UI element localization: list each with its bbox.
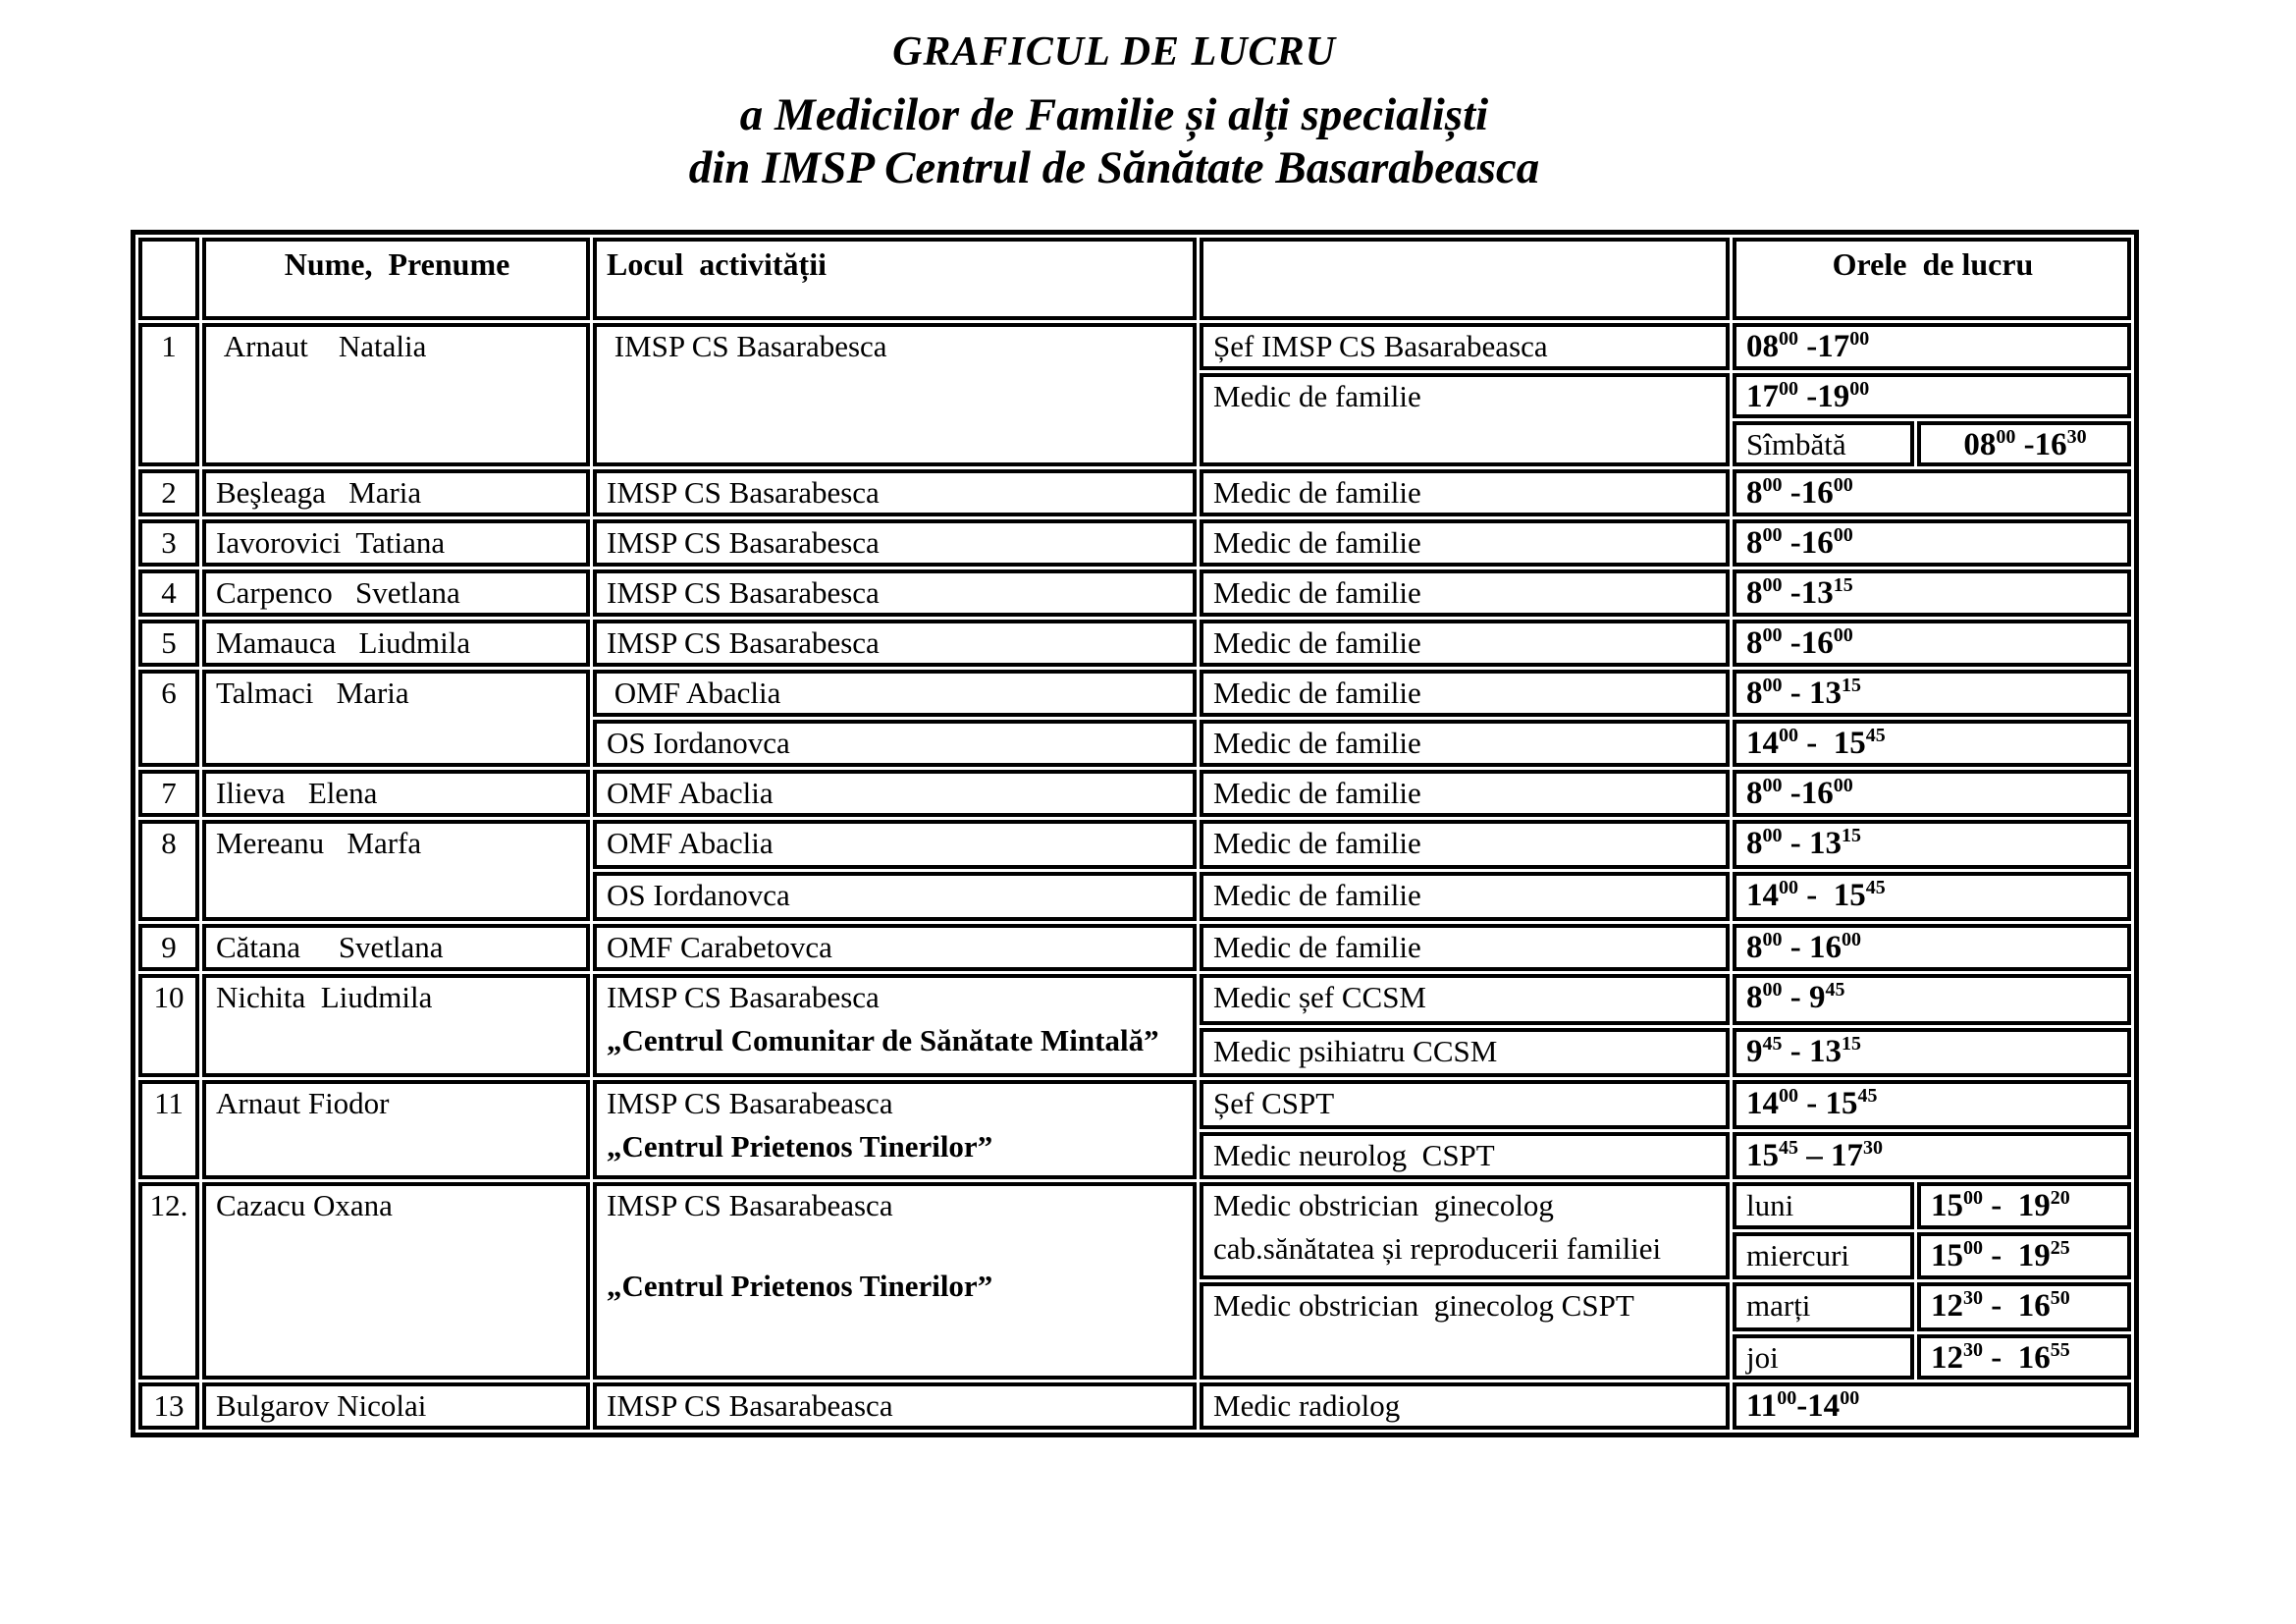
role-line-2: cab.sănătatea și reproducerii familiei xyxy=(1213,1231,1662,1266)
work-hours: $15^{00} - 19^{25}$ xyxy=(1917,1232,2131,1279)
doctor-name: Cătana Svetlana xyxy=(202,924,590,971)
table-row xyxy=(138,1182,2131,1229)
work-hours: $8^{00}$ $-16^{00}$ xyxy=(1733,620,2131,667)
row-number: 1 xyxy=(138,323,199,466)
doctor-role: Medic șef CCSM xyxy=(1200,974,1730,1025)
work-hours: $08^{00}$ $-17^{00}$ xyxy=(1733,323,2131,370)
table-row xyxy=(138,569,2131,617)
work-hours: $8^{00} - 9^{45}$ xyxy=(1733,974,2131,1025)
work-hours: $8^{00} - 13^{15}$ xyxy=(1733,820,2131,869)
row-number: 8 xyxy=(138,820,199,921)
work-location: OMF Carabetovca xyxy=(593,924,1197,971)
table-row xyxy=(138,770,2131,817)
location-line-2: „Centrul Prietenos Tinerilor” xyxy=(607,1129,993,1164)
work-location xyxy=(593,1080,1197,1179)
work-hours: $8^{00}$ $-16^{00}$ xyxy=(1733,519,2131,567)
work-location: OS Iordanovca xyxy=(593,872,1197,921)
work-hours: $12^{30} - 16^{50}$ xyxy=(1917,1282,2131,1331)
table-row xyxy=(138,820,2131,869)
page-subtitle-1: a Medicilor de Familie și alți specialiști xyxy=(739,89,1489,140)
doctor-role: Șef CSPT xyxy=(1200,1080,1730,1129)
location-line-2: „Centrul Prietenos Tinerilor” xyxy=(607,1269,993,1303)
doctor-role: Medic psihiatru CCSM xyxy=(1200,1028,1730,1077)
work-location: IMSP CS Basarabesca xyxy=(593,620,1197,667)
work-location: IMSP CS Basarabeasca xyxy=(593,1382,1197,1430)
day-label: luni xyxy=(1733,1182,1914,1229)
doctor-name: Arnaut Natalia xyxy=(202,323,590,466)
work-hours: $14^{00} - 15^{45}$ xyxy=(1733,872,2131,921)
doctor-name: Beşleaga Maria xyxy=(202,469,590,516)
work-location: OS Iordanovca xyxy=(593,720,1197,767)
table-row xyxy=(138,519,2131,567)
row-number: 12. xyxy=(138,1182,199,1380)
location-line-2: „Centrul Comunitar de Sănătate Mintală” xyxy=(607,1023,1159,1057)
doctor-role: Medic de familie xyxy=(1200,770,1730,817)
doctor-role: Medic neurolog CSPT xyxy=(1200,1132,1730,1179)
table-row xyxy=(138,469,2131,516)
doctor-name: Ilieva Elena xyxy=(202,770,590,817)
work-location xyxy=(593,1182,1197,1380)
work-location: IMSP CS Basarabesca xyxy=(593,323,1197,466)
doctor-name: Mamauca Liudmila xyxy=(202,620,590,667)
row-number: 7 xyxy=(138,770,199,817)
work-hours: $8^{00} - 16^{00}$ xyxy=(1733,924,2131,971)
row-number: 6 xyxy=(138,670,199,767)
doctor-role: Medic de familie xyxy=(1200,924,1730,971)
table-row xyxy=(138,974,2131,1025)
work-location: OMF Abaclia xyxy=(593,820,1197,869)
doctor-role: Medic de familie xyxy=(1200,720,1730,767)
table-row xyxy=(138,924,2131,971)
doctor-role: Medic de familie xyxy=(1200,569,1730,617)
row-number: 13 xyxy=(138,1382,199,1430)
doctor-name: Carpenco Svetlana xyxy=(202,569,590,617)
doctor-role: Medic obstrician ginecolog CSPT xyxy=(1200,1282,1730,1380)
doctor-name: Nichita Liudmila xyxy=(202,974,590,1077)
table-row xyxy=(138,670,2131,717)
header-hours: Orele de lucru xyxy=(1733,238,2131,320)
table-row xyxy=(138,1382,2131,1430)
doctor-name: Cazacu Oxana xyxy=(202,1182,590,1380)
day-label: miercuri xyxy=(1733,1232,1914,1279)
doctor-name: Iavorovici Tatiana xyxy=(202,519,590,567)
work-hours: $14^{00} - 15^{45}$ xyxy=(1733,1080,2131,1129)
page-title: GRAFICUL DE LUCRU xyxy=(892,29,1336,75)
work-hours: $15^{00} - 19^{20}$ xyxy=(1917,1182,2131,1229)
title-block xyxy=(0,0,2228,192)
work-hours: $14^{00} - 15^{45}$ xyxy=(1733,720,2131,767)
doctor-role: Medic de familie xyxy=(1200,620,1730,667)
header-name: Nume, Prenume xyxy=(202,238,590,320)
doctor-role: Medic de familie xyxy=(1200,519,1730,567)
location-line-1: IMSP CS Basarabeasca xyxy=(607,1086,893,1120)
work-location: IMSP CS Basarabesca xyxy=(593,569,1197,617)
day-label: Sîmbătă xyxy=(1733,421,1914,466)
work-hours: $11^{00}-14^{00}$ xyxy=(1733,1382,2131,1430)
work-location xyxy=(593,974,1197,1077)
work-hours: $8^{00}$ $-13^{15}$ xyxy=(1733,569,2131,617)
doctor-role: Medic de familie xyxy=(1200,373,1730,466)
work-location: OMF Abaclia xyxy=(593,770,1197,817)
header-location: Locul activității xyxy=(593,238,1197,320)
work-hours: $8^{00}$ $-16^{00}$ xyxy=(1733,469,2131,516)
doctor-name: Mereanu Marfa xyxy=(202,820,590,921)
work-location: IMSP CS Basarabesca xyxy=(593,519,1197,567)
doctor-name: Bulgarov Nicolai xyxy=(202,1382,590,1430)
row-number: 10 xyxy=(138,974,199,1077)
role-line-1: Medic obstrician ginecolog xyxy=(1213,1188,1554,1222)
header-function xyxy=(1200,238,1730,320)
work-hours: $15^{45} - 17^{30}$ xyxy=(1733,1132,2131,1179)
day-label: joi xyxy=(1733,1334,1914,1380)
doctor-role: Medic de familie xyxy=(1200,820,1730,869)
table-header-row xyxy=(138,238,2131,320)
doctor-name: Talmaci Maria xyxy=(202,670,590,767)
work-hours: $12^{30} - 16^{55}$ xyxy=(1917,1334,2131,1380)
row-number: 9 xyxy=(138,924,199,971)
page-subtitle-2: din IMSP Centrul de Sănătate Basarabeasca xyxy=(688,142,1540,193)
work-hours: $08^{00}$ $-16^{30}$ xyxy=(1917,421,2131,466)
row-number: 3 xyxy=(138,519,199,567)
row-number: 11 xyxy=(138,1080,199,1179)
table-row xyxy=(138,1080,2131,1129)
work-location: OMF Abaclia xyxy=(593,670,1197,717)
doctor-role: Șef IMSP CS Basarabeasca xyxy=(1200,323,1730,370)
doctor-role: Medic de familie xyxy=(1200,469,1730,516)
location-line-1: IMSP CS Basarabesca xyxy=(607,980,880,1014)
work-hours: $9^{45} - 13^{15}$ xyxy=(1733,1028,2131,1077)
day-label: marți xyxy=(1733,1282,1914,1331)
doctor-role: Medic radiolog xyxy=(1200,1382,1730,1430)
work-hours: $8^{00} - 13^{15}$ xyxy=(1733,670,2131,717)
doctor-name: Arnaut Fiodor xyxy=(202,1080,590,1179)
work-location: IMSP CS Basarabesca xyxy=(593,469,1197,516)
work-schedule-table xyxy=(131,230,2139,1437)
row-number: 4 xyxy=(138,569,199,617)
table-row xyxy=(138,323,2131,370)
doctor-role: Medic de familie xyxy=(1200,872,1730,921)
work-hours: $8^{00}$ $-16^{00}$ xyxy=(1733,770,2131,817)
location-line-1: IMSP CS Basarabeasca xyxy=(607,1188,893,1222)
table-row xyxy=(138,620,2131,667)
row-number: 2 xyxy=(138,469,199,516)
header-number xyxy=(138,238,199,320)
work-hours: $17^{00}$ $-19^{00}$ xyxy=(1733,373,2131,418)
doctor-role: Medic de familie xyxy=(1200,670,1730,717)
row-number: 5 xyxy=(138,620,199,667)
doctor-role xyxy=(1200,1182,1730,1279)
